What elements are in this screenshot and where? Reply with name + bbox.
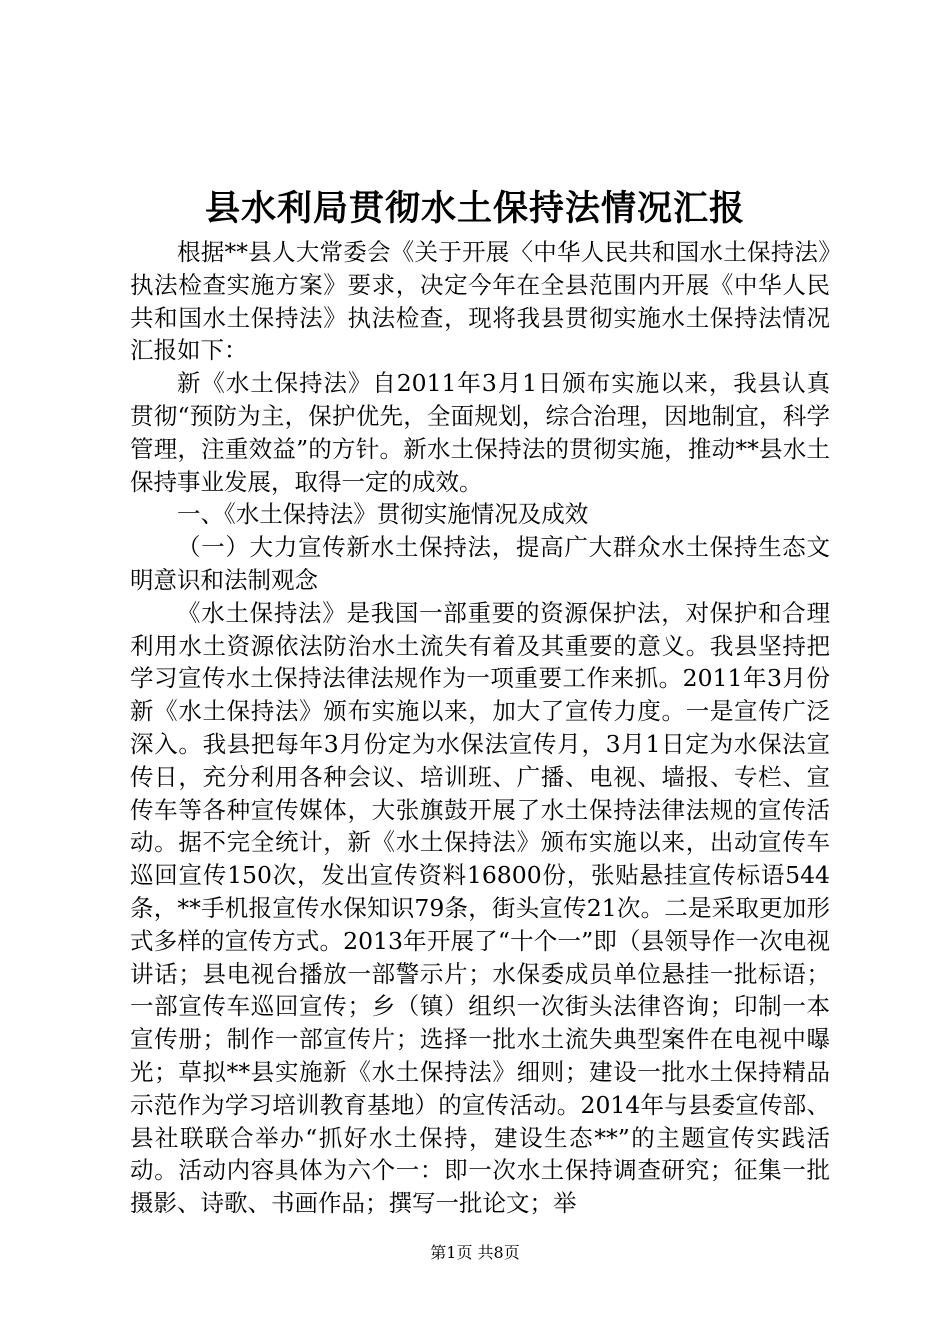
subsection-heading: （一）大力宣传新水土保持法，提高广大群众水土保持生态文明意识和法制观念 (130, 533, 830, 594)
page-footer: 第1页 共8页 (430, 1243, 520, 1262)
document-body (130, 236, 830, 1220)
paragraph-publicity: 《水土保持法》是我国一部重要的资源保护法，对保护和合理利用水土资源依法防治水土流失有着及其重要的意义。我县坚持把学习宣传水土保持法律法规作为一项重要工作来抓。2011年3月份新《水土保持法》颁布实施以来，加大了宣传力度。一是宣传广泛深入。我县把每年3月份定为水保法宣传月，3月1日定为水保法宣传日，充分利用各种会议、培训班、广播、电视、墙报、专栏、宣传车等各种宣传媒体，大张旗鼓开展了水土保持法律法规的宣传活动。据不完全统计，新《水土保持法》颁布实施以来，出动宣传车巡回宣传150次，发出宣传资料16800份，张贴悬挂宣传标语544条，**手机报宣传水保知识79条，街头宣传21次。二是采取更加形式多样的宣传方式。2013年开展了“十个一”即（县领导作一次电视讲话；县电视台播放一部警示片；水保委成员单位悬挂一批标语；一部宣传车巡回宣传；乡（镇）组织一次街头法律咨询；印制一本宣传册；制作一部宣传片；选择一批水土流失典型案件在电视中曝光；草拟**县实施新《水土保持法》细则；建设一批水土保持精品示范作为学习培训教育基地）的宣传活动。2014年与县委宣传部、县社联联合举办“抓好水土保持，建设生态**”的主题宣传实践活动。活动内容具体为六个一：即一次水土保持调查研究；征集一批摄影、诗歌、书画作品；撰写一批论文；举 (130, 598, 830, 1218)
paragraph-intro: 根据**县人大常委会《关于开展〈中华人民共和国水土保持法》执法检查实施方案》要求，决定今年在全县范围内开展《中华人民共和国水土保持法》执法检查，现将我县贯彻实施水土保持法情况汇报如下： (130, 238, 830, 365)
paragraph-overview: 新《水土保持法》自2011年3月1日颁布实施以来，我县认真贯彻“预防为主，保护优先，全面规划，综合治理，因地制宜，科学管理，注重效益”的方针。新水土保持法的贯彻实施，推动**县水土保持事业发展，取得一定的成效。 (130, 369, 830, 496)
section-heading: 一、《水土保持法》贯彻实施情况及成效 (177, 500, 589, 529)
document-title: 县水利局贯彻水土保持法情况汇报 (204, 188, 745, 229)
